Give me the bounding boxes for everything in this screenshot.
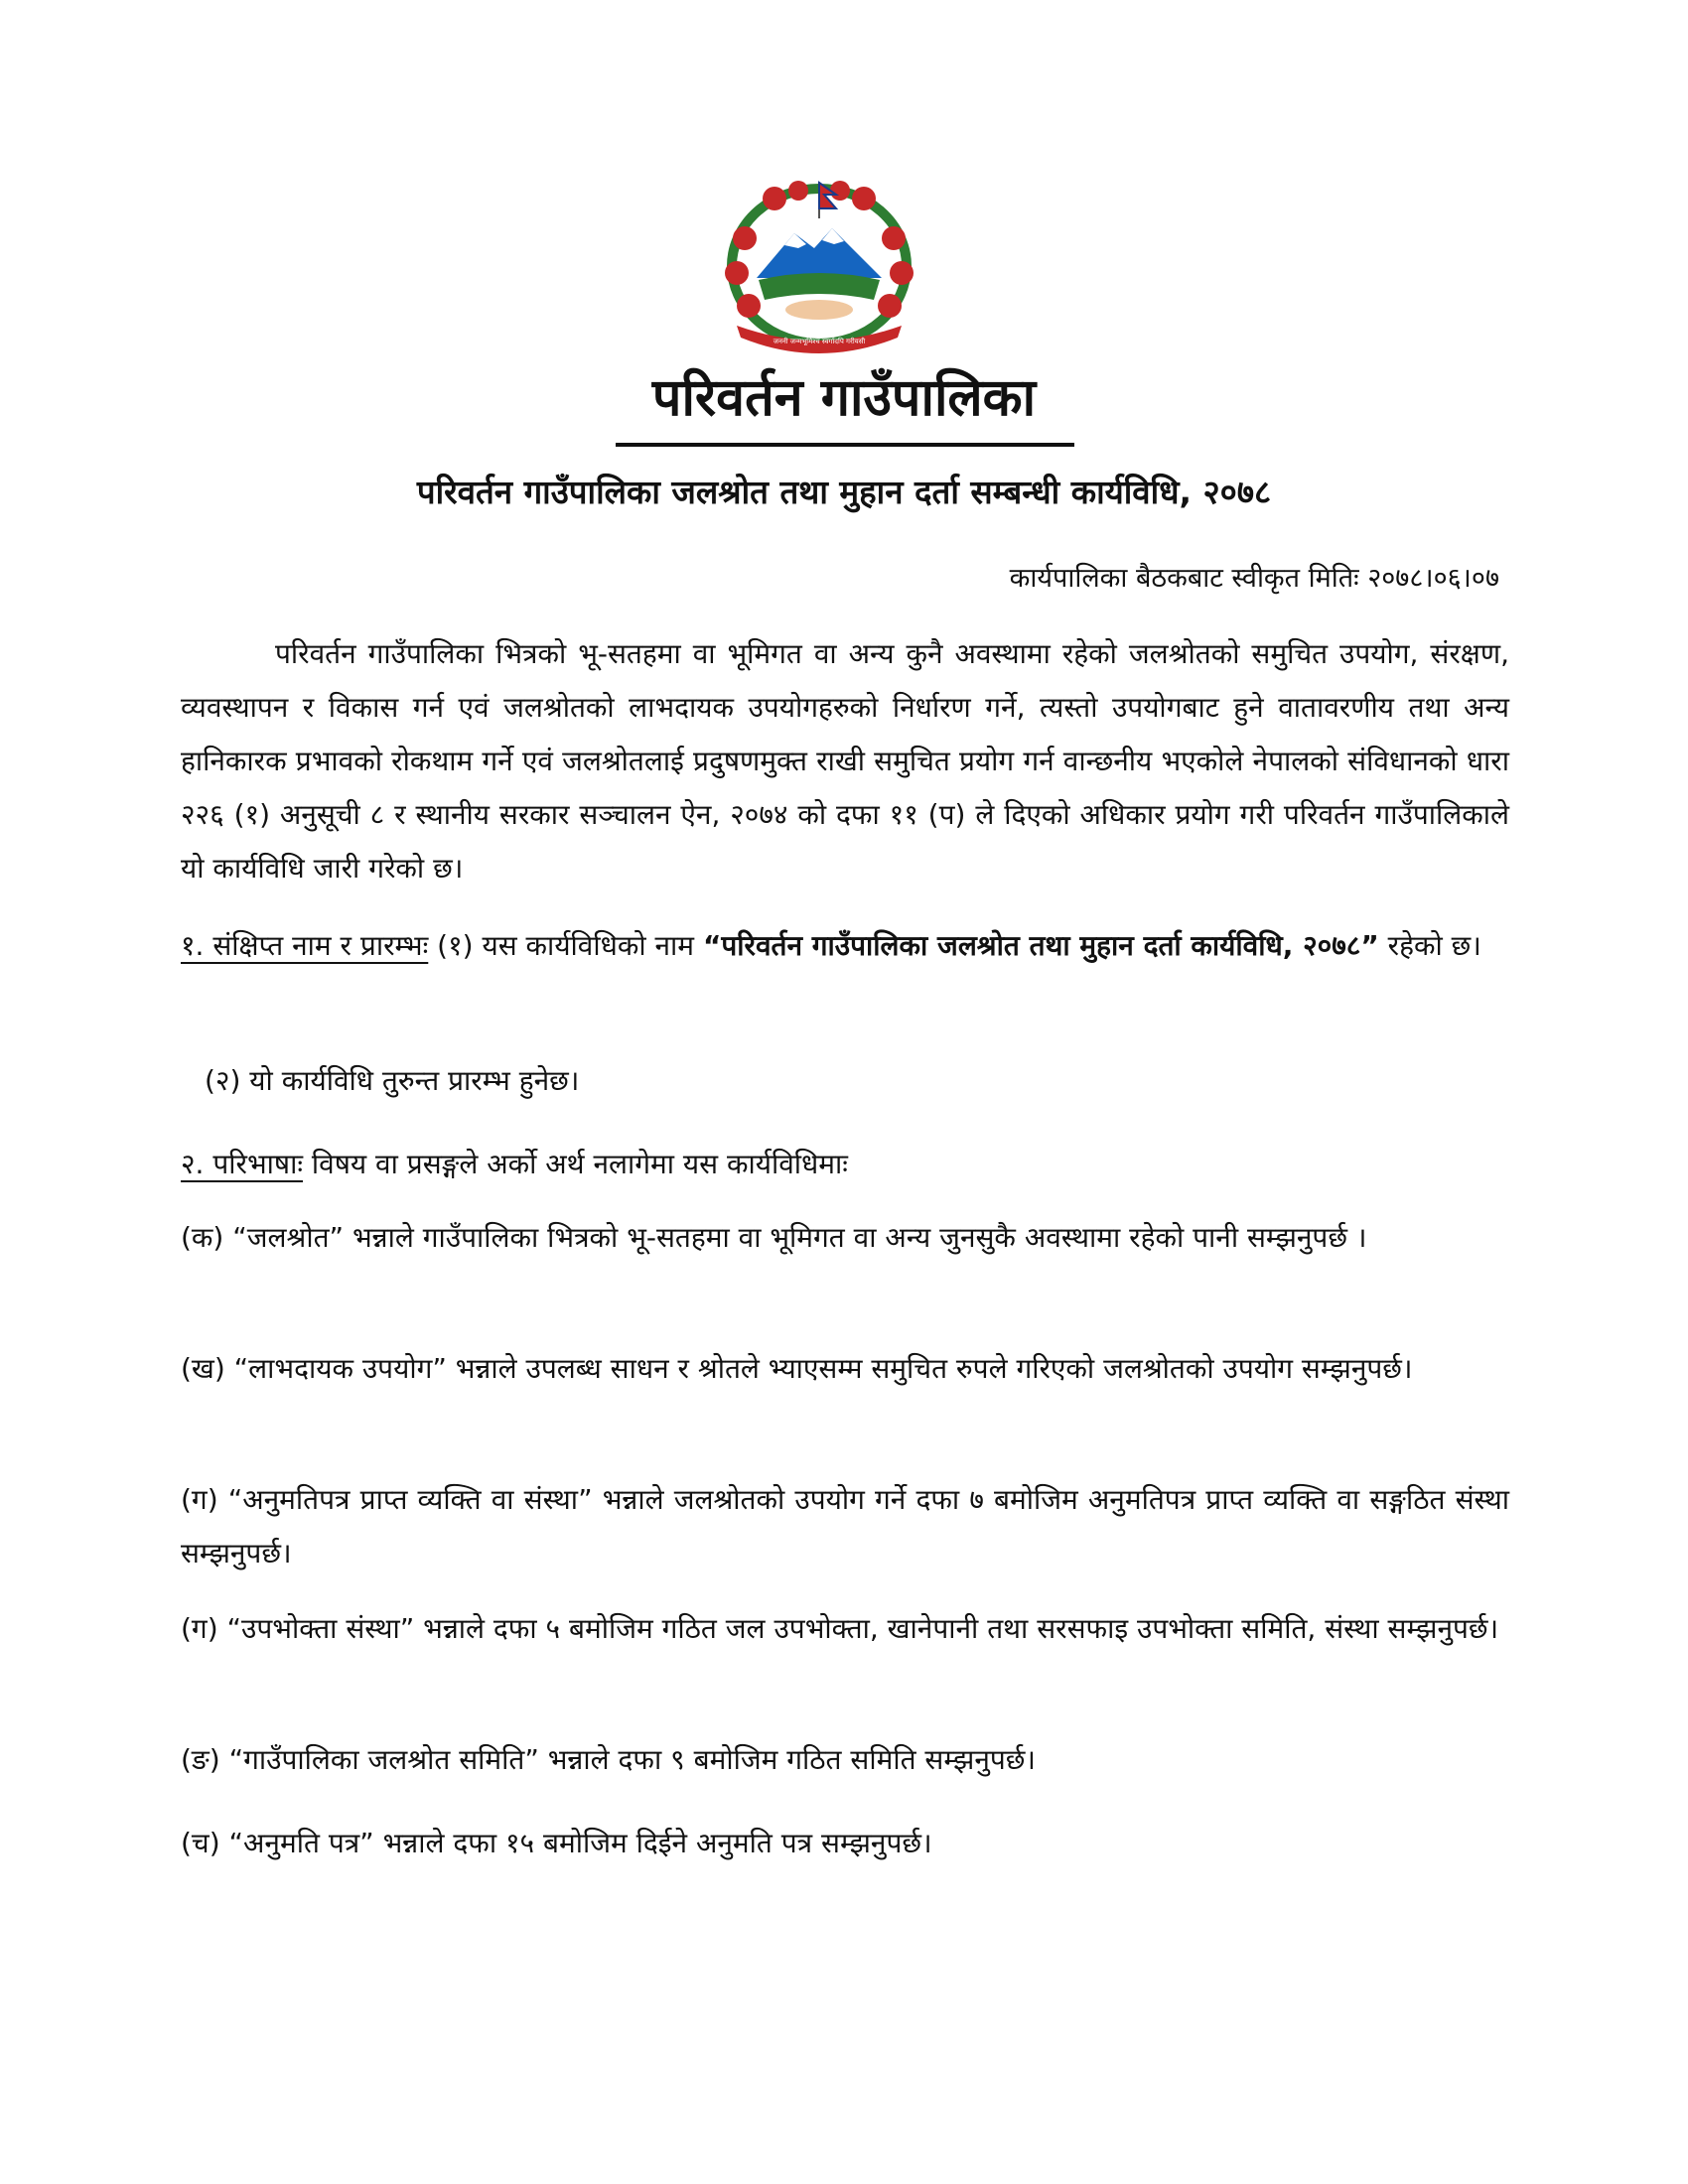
nepal-coat-of-arms-icon [715,179,923,357]
definition-item: (ग) “अनुमतिपत्र प्राप्त व्यक्ति वा संस्था” भन्नाले जलश्रोतको उपयोग गर्ने दफा ७ बमोजिम अनुमतिपत्र प्राप्त व्यक्ति वा सङ्गठित संस्था सम्झनुपर्छ। [181,1483,1509,1570]
document-title: परिवर्तन गाउँपालिका जलश्रोत तथा मुहान दर्ता सम्बन्धी कार्यविधि, २०७८ [416,473,1272,511]
section-1-subclause-2: (२) यो कार्यविधि तुरुन्त प्रारम्भ हुनेछ। [205,1064,580,1097]
approval-date: कार्यपालिका बैठकबाट स्वीकृत मितिः २०७८।०६।०७ [1009,563,1499,594]
organization-name: परिवर्तन गाउँपालिका [651,368,1037,428]
section-1-short-name: “परिवर्तन गाउँपालिका जलश्रोत तथा मुहान दर्ता कार्यविधि, २०७८” [702,929,1379,962]
definition-item: (ङ) “गाउँपालिका जलश्रोत समिति” भन्नाले दफा ९ बमोजिम गठित समिति सम्झनुपर्छ। [181,1743,1037,1776]
section-1-text-after: रहेको छ। [1378,929,1481,962]
definition-item: (क) “जलश्रोत” भन्नाले गाउँपालिका भित्रको भू-सतहमा वा भूमिगत वा अन्य जुनसुकै अवस्थामा रहेको पानी सम्झनुपर्छ । [181,1221,1367,1254]
definition-item: (ख) “लाभदायक उपयोग” भन्नाले उपलब्ध साधन र श्रोतले भ्याएसम्म समुचित रुपले गरिएको जलश्रोतको उपयोग सम्झनुपर्छ। [181,1352,1413,1385]
definition-item: (ग) “उपभोक्ता संस्था” भन्नाले दफा ५ बमोजिम गठित जल उपभोक्ता, खानेपानी तथा सरसफाइ उपभोक्ता समिति, संस्था सम्झनुपर्छ। [181,1612,1499,1645]
section-1-text-before: (१) यस कार्यविधिको नाम [428,929,703,962]
section-2-intro: विषय वा प्रसङ्गले अर्को अर्थ नलागेमा यस कार्यविधिमाः [303,1148,848,1180]
title-underline [616,443,1074,447]
definition-item: (च) “अनुमति पत्र” भन्नाले दफा १५ बमोजिम दिईने अनुमति पत्र सम्झनुपर्छ। [181,1827,932,1859]
section-1-paragraph [181,919,1509,973]
section-1-heading: १. संक्षिप्त नाम र प्रारम्भः [181,929,429,962]
section-2-paragraph [181,1138,1509,1191]
svg-text:जननी जन्मभूमिश्च स्वर्गादपि गर: जननी जन्मभूमिश्च स्वर्गादपि गरीयसी [773,338,866,345]
preamble-paragraph: परिवर्तन गाउँपालिका भित्रको भू-सतहमा वा भूमिगत वा अन्य कुनै अवस्थामा रहेको जलश्रोतको समुचित उपयोग, संरक्षण, व्यवस्थापन र विकास गर्न एवं जलश्रोतको लाभदायक उपयोगहरुको निर्धारण गर्ने, त्यस्तो उपयोगबाट हुने वातावरणीय तथा अन्य हानिकारक प्रभावको रोकथाम गर्ने एवं जलश्रोतलाई प्रदुषणमुक्त राखी समुचित प्रयोग गर्न वान्छनीय भएकोले नेपालको संविधानको धारा २२६ (१) अनुसूची ८ र स्थानीय सरकार सञ्चालन ऐन, २०७४ को दफा ११ (प) ले दिएको अधिकार प्रयोग गरी परिवर्तन गाउँपालिकाले यो कार्यविधि जारी गरेको छ। [181,637,1509,885]
section-2-heading: २. परिभाषाः [181,1148,303,1180]
